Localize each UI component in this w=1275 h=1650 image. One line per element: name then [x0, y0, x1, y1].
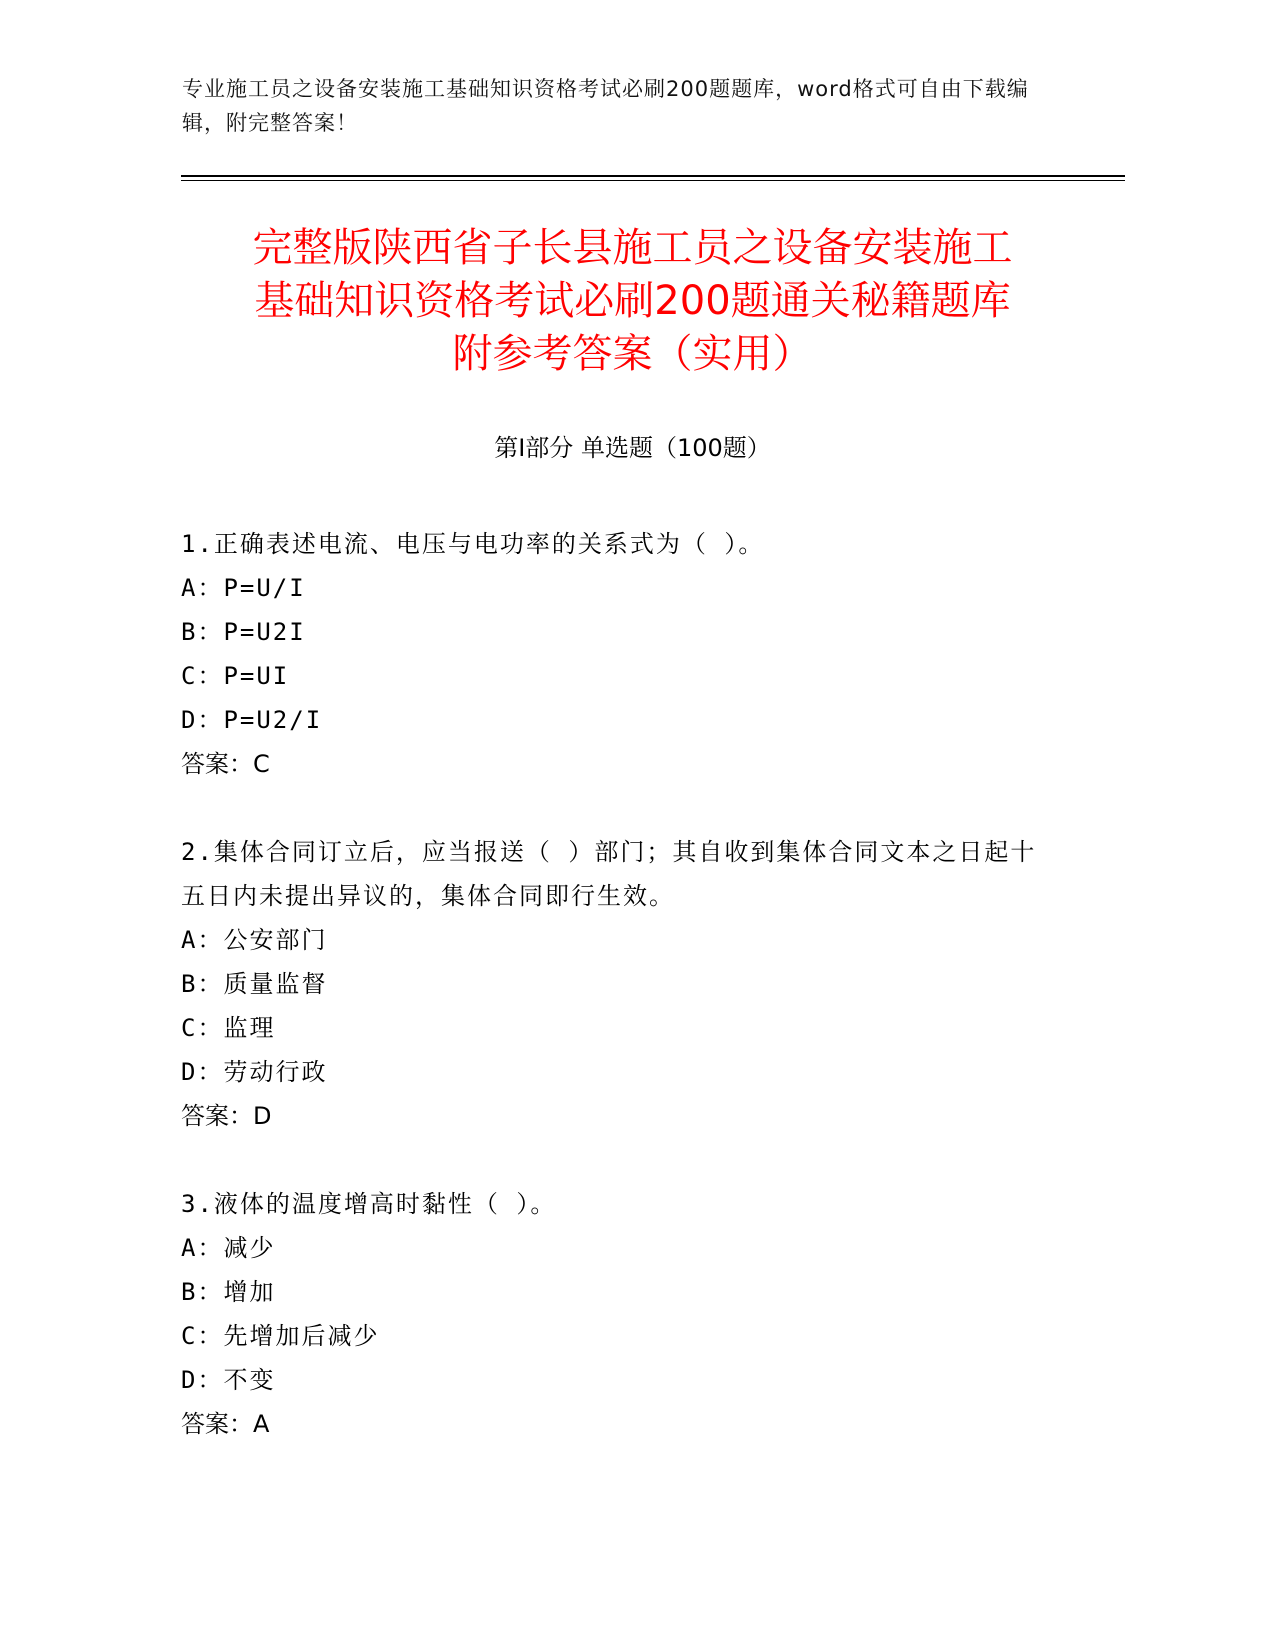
- option-a: A：P=U/I: [181, 574, 306, 602]
- option-b: B：增加: [181, 1278, 276, 1306]
- option-d: D：劳动行政: [181, 1058, 328, 1086]
- section-heading: 第Ⅰ部分 单选题（100题）: [494, 434, 771, 462]
- document-title-line-3: 附参考答案（实用）: [452, 331, 813, 377]
- document-title-line-1: 完整版陕西省子长县施工员之设备安装施工: [252, 225, 1013, 271]
- question-list: [181, 522, 1061, 1490]
- header-divider-thick: [181, 175, 1125, 177]
- header-divider-thin: [181, 180, 1125, 181]
- option-c: C：P=UI: [181, 662, 290, 690]
- question-stem: 2.集体合同订立后，应当报送（ ）部门；其自收到集体合同文本之日起十五日内未提出异议的，集体合同即行生效。: [181, 838, 1037, 910]
- option-c: C：先增加后减少: [181, 1322, 380, 1350]
- question-item-2: [181, 830, 1061, 1138]
- question-item-3: [181, 1182, 1061, 1446]
- question-stem: 1.正确表述电流、电压与电功率的关系式为（ ）。: [181, 530, 765, 558]
- question-stem: 3.液体的温度增高时黏性（ ）。: [181, 1190, 557, 1218]
- option-b: B：质量监督: [181, 970, 328, 998]
- answer-line: 答案：A: [181, 1410, 270, 1438]
- option-d: D：P=U2/I: [181, 706, 323, 734]
- option-c: C：监理: [181, 1014, 276, 1042]
- header-note: 专业施工员之设备安装施工基础知识资格考试必刷200题题库，word格式可自由下载编辑，附完整答案！: [182, 77, 1029, 135]
- option-d: D：不变: [181, 1366, 276, 1394]
- option-a: A：公安部门: [181, 926, 328, 954]
- question-item-1: [181, 522, 1061, 786]
- option-a: A：减少: [181, 1234, 276, 1262]
- document-title: [180, 222, 1085, 381]
- document-title-line-2: 基础知识资格考试必刷200题通关秘籍题库: [254, 278, 1011, 324]
- option-b: B：P=U2I: [181, 618, 306, 646]
- answer-line: 答案：D: [181, 1102, 272, 1130]
- answer-line: 答案：C: [181, 750, 270, 778]
